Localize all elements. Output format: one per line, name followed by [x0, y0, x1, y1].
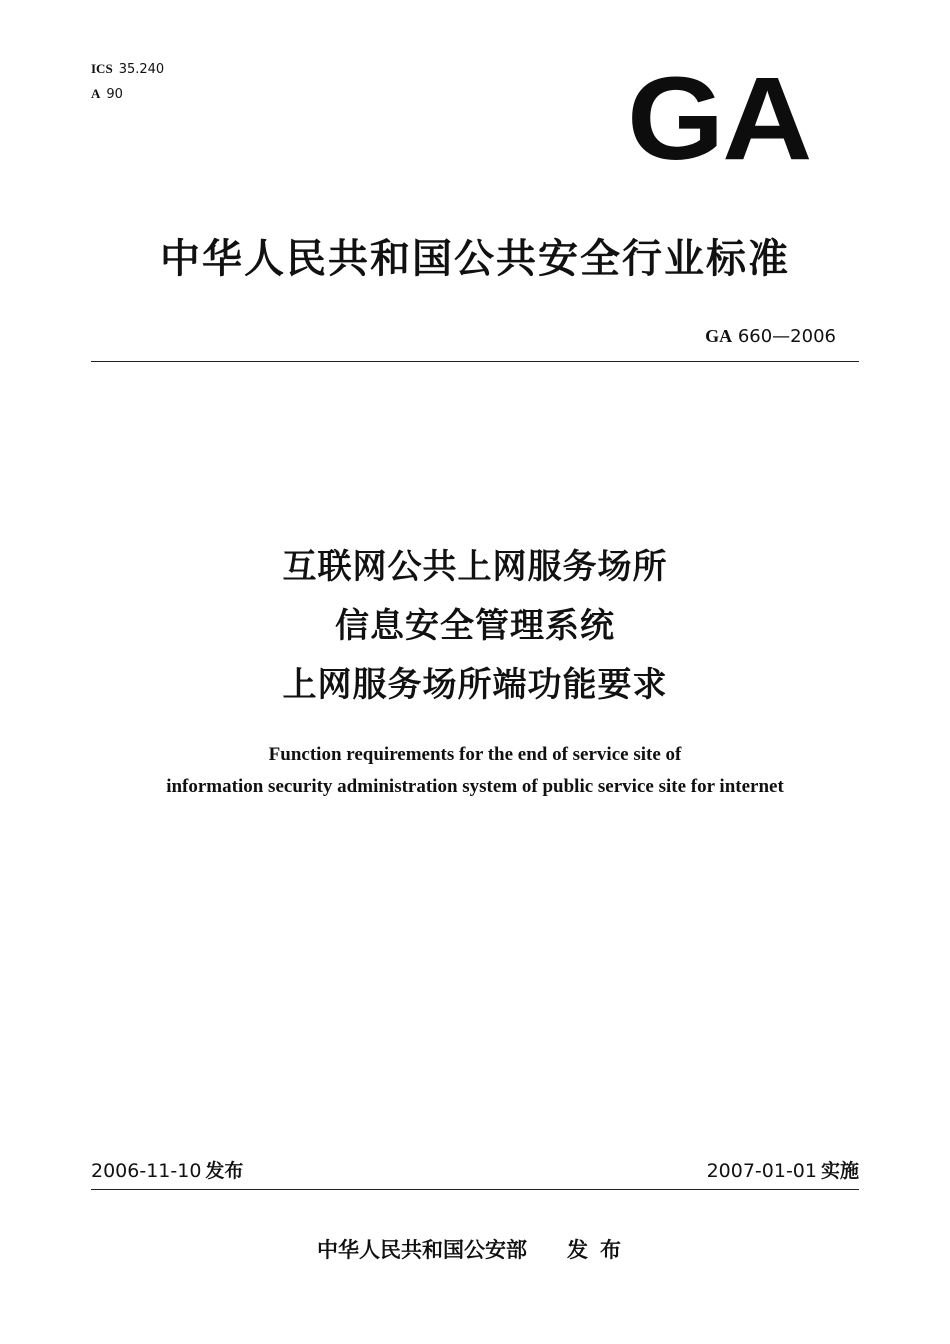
standard-number-value: 660—2006 [737, 326, 836, 347]
standard-number [705, 324, 836, 349]
title-cn-line-1: 互联网公共上网服务场所 [282, 547, 668, 587]
title-cn-line-3: 上网服务场所端功能要求 [282, 665, 668, 705]
implement-date [707, 1158, 859, 1184]
issue-date-value: 2006-11-10 [91, 1160, 202, 1182]
ics-code [91, 61, 164, 78]
standard-number-prefix: GA [705, 326, 733, 346]
issue-label: 发布 [205, 1160, 244, 1182]
title-cn-line-2: 信息安全管理系统 [335, 606, 615, 646]
ccs-value: 90 [106, 87, 123, 102]
ics-value: 35.240 [118, 62, 165, 77]
issue-date [91, 1158, 243, 1184]
publisher [0, 1235, 950, 1265]
top-divider [91, 361, 859, 362]
ccs-code [91, 86, 123, 103]
ccs-label: A [91, 86, 101, 101]
publisher-name: 中华人民共和国公安部 [317, 1238, 527, 1262]
ga-logo: GA [627, 53, 811, 185]
publisher-action: 发布 [567, 1238, 633, 1262]
ics-label: ICS [91, 61, 113, 76]
bottom-divider [91, 1189, 859, 1190]
title-en-line-1: Function requirements for the end of service site of [268, 744, 682, 765]
implement-label: 实施 [820, 1160, 859, 1182]
standard-heading: 中华人民共和国公共安全行业标准 [160, 236, 790, 282]
implement-date-value: 2007-01-01 [706, 1160, 817, 1182]
title-en-line-2: information security administration system of public service site for internet [166, 776, 784, 797]
